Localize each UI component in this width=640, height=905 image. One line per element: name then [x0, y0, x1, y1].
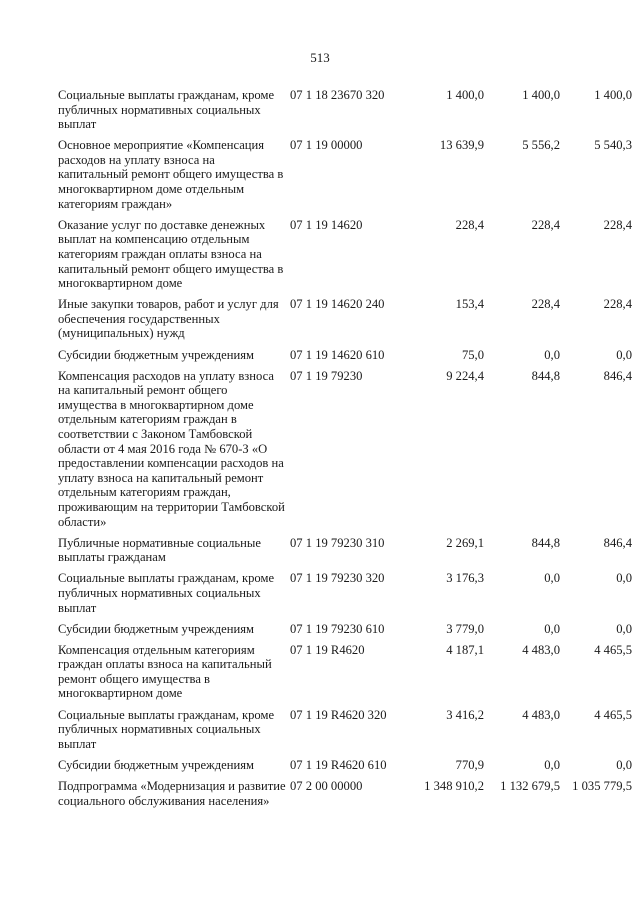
table-row	[58, 621, 632, 637]
amount-year-1: 1 400,0	[446, 88, 484, 102]
classification-code: 07 1 19 14620 240	[290, 297, 385, 312]
expense-name: Социальные выплаты гражданам, кроме публичных нормативных социальных выплат	[58, 571, 275, 615]
classification-code: 07 1 19 R4620	[290, 642, 365, 657]
amount-year-3: 4 465,5	[594, 642, 632, 657]
expense-name: Публичные нормативные социальные выплаты гражданам	[58, 535, 261, 565]
table-row	[58, 778, 632, 808]
amount-year-1: 770,9	[455, 757, 484, 772]
classification-code: 07 1 19 14620	[290, 217, 363, 232]
expense-name: Оказание услуг по доставке денежных выплат на компенсацию отдельным категориям граждан оплаты взноса на капитальный ремонт общего имущества в многоквартирном доме	[58, 217, 284, 291]
amount-year-2: 844,8	[531, 368, 560, 383]
expense-name: Основное мероприятие «Компенсация расходов на уплату взноса на капитальный ремонт общего имущества в многоквартирном доме отдельным категориям граждан»	[58, 138, 284, 211]
classification-code: 07 1 19 79230	[290, 368, 363, 383]
amount-year-1: 9 224,4	[446, 368, 484, 383]
amount-year-2: 0,0	[544, 347, 560, 362]
amount-year-2: 1 132 679,5	[500, 778, 560, 793]
page-number: 513	[310, 50, 330, 65]
amount-year-1: 4 187,1	[446, 642, 484, 657]
amount-year-3: 0,0	[616, 621, 632, 636]
classification-code: 07 1 19 R4620 320	[290, 707, 387, 722]
amount-year-1: 3 416,2	[446, 707, 484, 722]
amount-year-2: 4 483,0	[522, 642, 560, 657]
amount-year-3: 228,4	[603, 297, 632, 312]
amount-year-1: 75,0	[461, 347, 484, 362]
amount-year-3: 0,0	[616, 757, 632, 772]
amount-year-1: 13 639,9	[439, 138, 484, 153]
amount-year-3: 0,0	[616, 347, 632, 362]
table-row	[58, 368, 632, 530]
classification-code: 07 1 19 14620 610	[290, 347, 385, 362]
amount-year-3: 0,0	[616, 571, 632, 586]
classification-code: 07 1 19 79230 320	[290, 571, 385, 586]
amount-year-2: 844,8	[531, 535, 560, 550]
amount-year-2: 5 556,2	[522, 138, 560, 153]
amount-year-3: 4 465,5	[594, 707, 632, 722]
amount-year-3: 846,4	[603, 368, 632, 383]
amount-year-2: 1 400,0	[522, 88, 560, 102]
amount-year-2: 228,4	[531, 217, 560, 232]
amount-year-1: 228,4	[455, 217, 484, 232]
expense-name: Иные закупки товаров, работ и услуг для обеспечения государственных (муниципальных) нужд	[58, 297, 279, 341]
table-row	[58, 297, 632, 341]
classification-code: 07 1 18 23670 320	[290, 88, 385, 102]
classification-code: 07 1 19 00000	[290, 138, 363, 153]
amount-year-2: 0,0	[544, 757, 560, 772]
classification-code: 07 1 19 79230 610	[290, 621, 385, 636]
table-row	[58, 88, 632, 132]
expense-name: Социальные выплаты гражданам, кроме публичных нормативных социальных выплат	[58, 88, 275, 132]
table-row	[58, 571, 632, 615]
amount-year-3: 228,4	[603, 217, 632, 232]
expense-name: Субсидии бюджетным учреждениям	[58, 757, 254, 772]
amount-year-2: 4 483,0	[522, 707, 560, 722]
expense-name: Компенсация расходов на уплату взноса на капитальный ремонт общего имущества в многоквартирном доме отдельным категориям граждан в соответствии с Законом Тамбовской области от 4 мая 2016 года № 670-З «О предоставлении компенсации расходов на уплату взноса на капитальный ремонт отдельным категориям граждан, проживающим на территории Тамбовской области»	[58, 368, 285, 529]
amount-year-1: 3 779,0	[446, 621, 484, 636]
amount-year-3: 1 035 779,5	[572, 778, 632, 793]
amount-year-3: 5 540,3	[594, 138, 632, 153]
table-row	[58, 217, 632, 291]
amount-year-3: 846,4	[603, 535, 632, 550]
amount-year-1: 153,4	[455, 297, 484, 312]
budget-table	[58, 88, 632, 815]
table-row	[58, 138, 632, 211]
table-row	[58, 757, 632, 773]
table-row	[58, 347, 632, 363]
classification-code: 07 1 19 R4620 610	[290, 757, 387, 772]
amount-year-3: 1 400,0	[594, 88, 632, 102]
expense-name: Компенсация отдельным категориям граждан оплаты взноса на капитальный ремонт общего имущества в многоквартирном доме	[58, 642, 272, 701]
expense-name: Подпрограмма «Модернизация и развитие социального обслуживания населения»	[58, 778, 286, 808]
table-row	[58, 535, 632, 565]
classification-code: 07 1 19 79230 310	[290, 535, 385, 550]
amount-year-1: 1 348 910,2	[424, 778, 484, 793]
amount-year-2: 0,0	[544, 571, 560, 586]
expense-name: Социальные выплаты гражданам, кроме публичных нормативных социальных выплат	[58, 707, 275, 751]
amount-year-1: 2 269,1	[446, 535, 484, 550]
amount-year-1: 3 176,3	[446, 571, 484, 586]
table-row	[58, 707, 632, 752]
amount-year-2: 228,4	[531, 297, 560, 312]
table-row	[58, 642, 632, 701]
classification-code: 07 2 00 00000	[290, 778, 363, 793]
expense-name: Субсидии бюджетным учреждениям	[58, 347, 254, 362]
expense-name: Субсидии бюджетным учреждениям	[58, 621, 254, 636]
amount-year-2: 0,0	[544, 621, 560, 636]
